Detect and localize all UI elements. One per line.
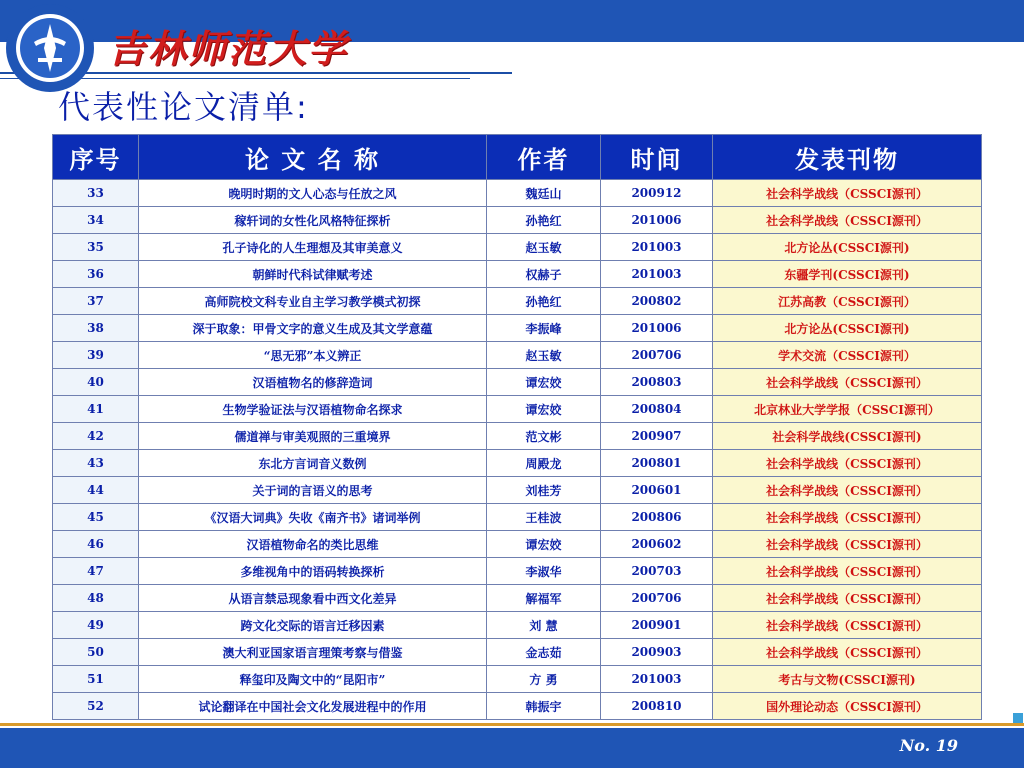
paper-author: 权赫子 <box>487 261 601 288</box>
paper-date: 201006 <box>601 315 713 342</box>
row-number: 44 <box>53 477 139 504</box>
paper-title: 深于取象：甲骨文字的意义生成及其文学意蕴 <box>139 315 487 342</box>
paper-journal: 社会科学战线(CSSCI源刊) <box>713 423 982 450</box>
paper-journal: 国外理论动态（CSSCI源刊） <box>713 693 982 720</box>
paper-author: 赵玉敏 <box>487 234 601 261</box>
paper-journal: 考古与文物(CSSCI源刊) <box>713 666 982 693</box>
paper-date: 200602 <box>601 531 713 558</box>
paper-journal: 社会科学战线（CSSCI源刊） <box>713 369 982 396</box>
table-row <box>53 558 982 585</box>
paper-author: 周殿龙 <box>487 450 601 477</box>
paper-journal: 北方论丛(CSSCI源刊) <box>713 315 982 342</box>
column-header-journal: 发表刊物 <box>713 135 982 180</box>
paper-title: 生物学验证法与汉语植物命名探求 <box>139 396 487 423</box>
paper-title: 朝鲜时代科试律赋考述 <box>139 261 487 288</box>
table-row <box>53 207 982 234</box>
paper-date: 200802 <box>601 288 713 315</box>
paper-date: 200706 <box>601 342 713 369</box>
paper-date: 200912 <box>601 180 713 207</box>
row-number: 47 <box>53 558 139 585</box>
paper-author: 魏廷山 <box>487 180 601 207</box>
row-number: 48 <box>53 585 139 612</box>
row-number: 34 <box>53 207 139 234</box>
paper-title: 《汉语大词典》失收《南齐书》诸词举例 <box>139 504 487 531</box>
row-number: 36 <box>53 261 139 288</box>
paper-date: 200903 <box>601 639 713 666</box>
table-row <box>53 369 982 396</box>
table-row <box>53 261 982 288</box>
row-number: 33 <box>53 180 139 207</box>
paper-journal: 社会科学战线（CSSCI源刊） <box>713 207 982 234</box>
table-row <box>53 639 982 666</box>
column-header-title: 论 文 名 称 <box>139 135 487 180</box>
paper-author: 王桂波 <box>487 504 601 531</box>
paper-title: “思无邪”本义辨正 <box>139 342 487 369</box>
paper-date: 200803 <box>601 369 713 396</box>
paper-journal: 东疆学刊(CSSCI源刊) <box>713 261 982 288</box>
paper-title: 高师院校文科专业自主学习教学模式初探 <box>139 288 487 315</box>
university-name: 吉林师范大学 <box>108 26 349 71</box>
paper-date: 200801 <box>601 450 713 477</box>
table-row <box>53 234 982 261</box>
table-header-row <box>53 135 982 180</box>
footer-banner <box>0 728 1024 768</box>
paper-date: 201003 <box>601 234 713 261</box>
footer-accent-line <box>0 723 1024 726</box>
paper-author: 谭宏姣 <box>487 531 601 558</box>
paper-title: 汉语植物名的修辞造词 <box>139 369 487 396</box>
row-number: 49 <box>53 612 139 639</box>
paper-journal: 社会科学战线（CSSCI源刊） <box>713 504 982 531</box>
row-number: 38 <box>53 315 139 342</box>
paper-author: 韩振宇 <box>487 693 601 720</box>
paper-author: 刘 慧 <box>487 612 601 639</box>
paper-date: 200703 <box>601 558 713 585</box>
paper-journal: 社会科学战线（CSSCI源刊） <box>713 639 982 666</box>
paper-journal: 北方论丛(CSSCI源刊) <box>713 234 982 261</box>
column-header-date: 时间 <box>601 135 713 180</box>
slide-corner-icon <box>1012 710 1024 724</box>
paper-author: 谭宏姣 <box>487 369 601 396</box>
row-number: 39 <box>53 342 139 369</box>
paper-author: 李振峰 <box>487 315 601 342</box>
table-row <box>53 504 982 531</box>
table-row <box>53 585 982 612</box>
table-row <box>53 180 982 207</box>
table-row <box>53 693 982 720</box>
table-row <box>53 612 982 639</box>
paper-journal: 社会科学战线（CSSCI源刊） <box>713 531 982 558</box>
paper-date: 200601 <box>601 477 713 504</box>
row-number: 52 <box>53 693 139 720</box>
row-number: 37 <box>53 288 139 315</box>
paper-title: 晚明时期的文人心态与任放之风 <box>139 180 487 207</box>
paper-author: 方 勇 <box>487 666 601 693</box>
paper-title: 稼轩词的女性化风格特征探析 <box>139 207 487 234</box>
paper-date: 200806 <box>601 504 713 531</box>
paper-journal: 社会科学战线（CSSCI源刊） <box>713 477 982 504</box>
table-row <box>53 423 982 450</box>
paper-title: 跨文化交际的语言迁移因素 <box>139 612 487 639</box>
paper-journal: 社会科学战线（CSSCI源刊） <box>713 585 982 612</box>
paper-title: 从语言禁忌现象看中西文化差异 <box>139 585 487 612</box>
row-number: 40 <box>53 369 139 396</box>
paper-title: 东北方言词音义数例 <box>139 450 487 477</box>
paper-author: 刘桂芳 <box>487 477 601 504</box>
table-row <box>53 342 982 369</box>
paper-journal: 社会科学战线（CSSCI源刊） <box>713 612 982 639</box>
table-row <box>53 477 982 504</box>
paper-journal: 学术交流（CSSCI源刊） <box>713 342 982 369</box>
paper-list-table <box>52 134 982 720</box>
paper-date: 200907 <box>601 423 713 450</box>
university-seal-logo <box>4 2 96 94</box>
page-title: 代表性论文清单: <box>58 88 309 126</box>
paper-journal: 北京林业大学学报（CSSCI源刊） <box>713 396 982 423</box>
paper-author: 孙艳红 <box>487 288 601 315</box>
paper-title: 关于词的言语义的思考 <box>139 477 487 504</box>
paper-title: 澳大利亚国家语言理策考察与借鉴 <box>139 639 487 666</box>
paper-title: 孔子诗化的人生理想及其审美意义 <box>139 234 487 261</box>
row-number: 41 <box>53 396 139 423</box>
row-number: 51 <box>53 666 139 693</box>
paper-title: 释玺印及陶文中的“昆阳市” <box>139 666 487 693</box>
paper-date: 201006 <box>601 207 713 234</box>
paper-date: 200804 <box>601 396 713 423</box>
paper-journal: 社会科学战线（CSSCI源刊） <box>713 180 982 207</box>
page-number: No. 19 <box>899 736 958 755</box>
paper-title: 多维视角中的语码转换探析 <box>139 558 487 585</box>
table-row <box>53 288 982 315</box>
paper-date: 201003 <box>601 666 713 693</box>
table-row <box>53 666 982 693</box>
table-row <box>53 450 982 477</box>
paper-author: 李淑华 <box>487 558 601 585</box>
paper-journal: 社会科学战线（CSSCI源刊） <box>713 558 982 585</box>
paper-date: 200706 <box>601 585 713 612</box>
row-number: 35 <box>53 234 139 261</box>
paper-author: 范文彬 <box>487 423 601 450</box>
paper-journal: 社会科学战线（CSSCI源刊） <box>713 450 982 477</box>
paper-date: 200901 <box>601 612 713 639</box>
paper-author: 谭宏姣 <box>487 396 601 423</box>
table-row <box>53 531 982 558</box>
paper-date: 201003 <box>601 261 713 288</box>
paper-author: 赵玉敏 <box>487 342 601 369</box>
paper-author: 金志茹 <box>487 639 601 666</box>
table-row <box>53 396 982 423</box>
table-row <box>53 315 982 342</box>
paper-title: 儒道禅与审美观照的三重境界 <box>139 423 487 450</box>
column-header-author: 作者 <box>487 135 601 180</box>
row-number: 42 <box>53 423 139 450</box>
paper-author: 孙艳红 <box>487 207 601 234</box>
row-number: 50 <box>53 639 139 666</box>
paper-author: 解福军 <box>487 585 601 612</box>
paper-title: 汉语植物命名的类比思维 <box>139 531 487 558</box>
row-number: 46 <box>53 531 139 558</box>
paper-date: 200810 <box>601 693 713 720</box>
row-number: 43 <box>53 450 139 477</box>
column-header-number: 序号 <box>53 135 139 180</box>
paper-title: 试论翻译在中国社会文化发展进程中的作用 <box>139 693 487 720</box>
paper-journal: 江苏高教（CSSCI源刊） <box>713 288 982 315</box>
row-number: 45 <box>53 504 139 531</box>
